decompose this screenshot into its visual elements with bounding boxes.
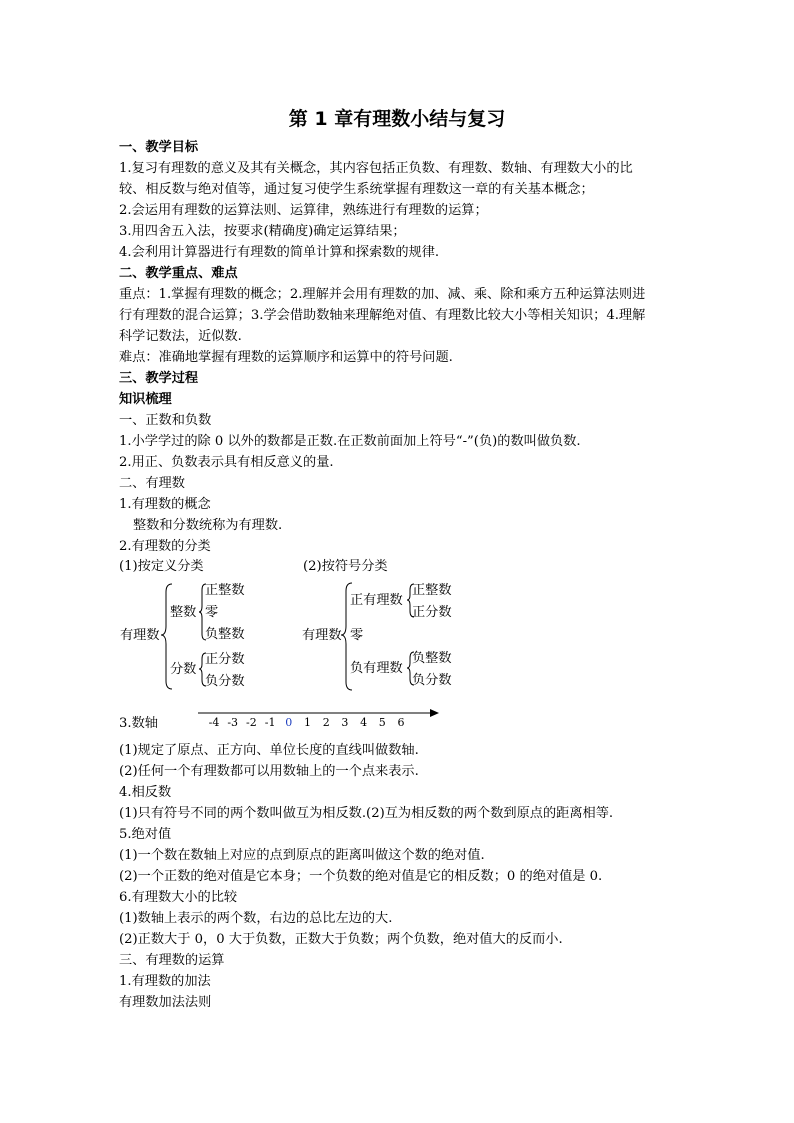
- operations-addition: 1.有理数的加法: [119, 974, 211, 989]
- tree2-negative-fraction: 负分数: [412, 673, 452, 688]
- topic-comparison: 6.有理数大小的比较: [119, 890, 238, 905]
- topic-positive-negative: 一、正数和负数: [119, 413, 212, 428]
- topic-1-point-1: 1.小学学过的除 0 以外的数都是正数.在正数前面加上符号“-”(负)的数叫做负数.: [119, 434, 581, 449]
- key-points-line-1: 重点：1.掌握有理数的概念；2.理解并会用有理数的加、减、乘、除和乘方五种运算法则进: [119, 287, 646, 302]
- topic-2-concept: 1.有理数的概念: [119, 497, 211, 512]
- tree2-positive-fraction: 正分数: [412, 605, 452, 620]
- addition-rules: 有理数加法法则: [119, 995, 212, 1010]
- topic-absolute-value: 5.绝对值: [119, 827, 172, 842]
- topic-1-point-2: 2.用正、负数表示具有相反意义的量.: [119, 455, 334, 470]
- axis-tick-label: 6: [397, 716, 405, 729]
- tree2-positive-integer: 正整数: [412, 583, 452, 598]
- key-points-line-2: 行有理数的混合运算；3.学会借助数轴来理解绝对值、有理数比较大小等相关知识；4.理解: [119, 308, 646, 323]
- section-heading-objectives: 一、教学目标: [119, 140, 199, 155]
- tree1-negative-fraction: 负分数: [205, 674, 245, 689]
- axis-tick-label: 4: [360, 716, 368, 729]
- opposite-numbers-text: (1)只有符号不同的两个数叫做互为相反数.(2)互为相反数的两个数到原点的距离相等.: [119, 806, 614, 821]
- objective-1-line-2: 较、相反数与绝对值等，通过复习使学生系统掌握有理数这一章的有关基本概念；: [119, 182, 594, 197]
- topic-rational-numbers: 二、有理数: [119, 476, 185, 491]
- axis-tick-label: -4: [208, 716, 220, 729]
- axis-tick-label: 1: [304, 716, 311, 729]
- section-heading-key-points: 二、教学重点、难点: [119, 266, 238, 281]
- difficult-points: 难点：准确地掌握有理数的运算顺序和运算中的符号问题.: [119, 350, 453, 365]
- number-axis-label: 3.数轴: [119, 716, 158, 731]
- objective-4: 4.会利用计算器进行有理数的简单计算和探索数的规律.: [119, 245, 440, 260]
- axis-tick-label: 0: [285, 716, 293, 729]
- tree2-negative-rational: 负有理数: [350, 661, 403, 676]
- axis-definition: (1)规定了原点、正方向、单位长度的直线叫做数轴.: [119, 743, 419, 758]
- axis-representation: (2)任何一个有理数都可以用数轴上的一个点来表示.: [119, 764, 419, 779]
- objective-2: 2.会运用有理数的运算法则、运算律，熟练进行有理数的运算；: [119, 203, 488, 218]
- absolute-value-point-1: (1)一个数在数轴上对应的点到原点的距离叫做这个数的绝对值.: [119, 848, 485, 863]
- objective-3: 3.用四舍五入法，按要求(精确度)确定运算结果；: [119, 224, 406, 239]
- tree1-positive-integer: 正整数: [205, 583, 245, 598]
- comparison-point-2: (2)正数大于 0，0 大于负数，正数大于负数；两个负数，绝对值大的反而小.: [119, 932, 563, 947]
- topic-opposite-numbers: 4.相反数: [119, 785, 172, 800]
- tree1-fraction-label: 分数: [170, 662, 197, 677]
- axis-tick-label: 3: [341, 716, 349, 729]
- tree1-zero: 零: [205, 605, 219, 620]
- axis-tick-label: 5: [378, 716, 386, 729]
- axis-tick-label: -3: [227, 716, 239, 729]
- tree1-integer-label: 整数: [170, 605, 197, 620]
- tree1-negative-integer: 负整数: [205, 627, 245, 642]
- section-heading-process: 三、教学过程: [119, 371, 199, 386]
- classification-by-sign: (2)按符号分类: [303, 559, 388, 574]
- classification-by-definition: (1)按定义分类: [119, 559, 204, 574]
- axis-tick-label: -2: [246, 716, 257, 729]
- tree1-root-label: 有理数: [120, 628, 160, 643]
- page-title: 第 1 章有理数小结与复习: [288, 108, 506, 130]
- tree2-root-label: 有理数: [302, 628, 342, 643]
- tree2-negative-integer: 负整数: [412, 651, 452, 666]
- topic-2-classification: 2.有理数的分类: [119, 539, 211, 554]
- key-points-line-3: 科学记数法，近似数.: [119, 329, 242, 344]
- objective-1-line-1: 1.复习有理数的意义及其有关概念，其内容包括正负数、有理数、数轴、有理数大小的比: [119, 161, 633, 176]
- tree2-zero: 零: [350, 628, 364, 643]
- comparison-point-1: (1)数轴上表示的两个数，右边的总比左边的大.: [119, 911, 393, 926]
- number-axis-arrow: [430, 709, 439, 717]
- subheading-knowledge-review: 知识梳理: [119, 392, 172, 407]
- tree2-positive-rational: 正有理数: [350, 593, 403, 608]
- axis-tick-label: 2: [322, 716, 330, 729]
- tree1-positive-fraction: 正分数: [205, 652, 245, 667]
- topic-2-concept-text: 整数和分数统称为有理数.: [133, 518, 283, 533]
- axis-tick-label: -1: [264, 716, 276, 729]
- absolute-value-point-2: (2)一个正数的绝对值是它本身；一个负数的绝对值是它的相反数；0 的绝对值是 0.: [119, 869, 603, 884]
- topic-operations: 三、有理数的运算: [119, 953, 225, 968]
